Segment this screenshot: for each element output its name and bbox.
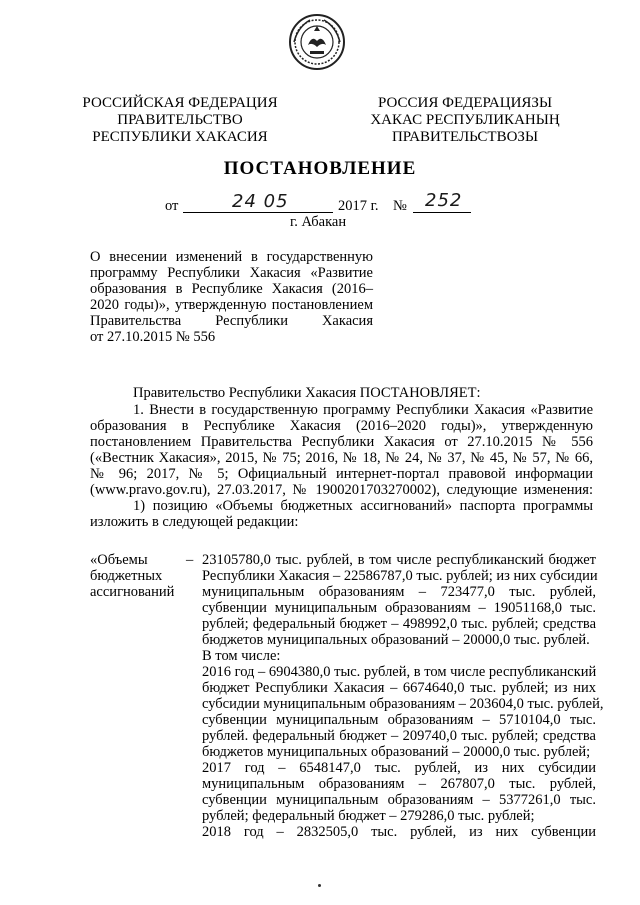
subject-line: Правительства Республики Хакасия xyxy=(90,313,373,329)
date-prefix: от xyxy=(165,198,179,214)
body-line: («Вестник Хакасия», 2015, № 75; 2016, № 18, № 24, № 37, № 45, № 57, № 66, xyxy=(90,450,593,466)
body-line: постановлением Правительства Республики Хакасия от 27.10.2015 № 556 xyxy=(90,434,593,450)
table-value-line: бюджетов муниципальных образований – 20000,0 тыс. рублей. xyxy=(202,632,590,648)
number-underline xyxy=(413,212,471,213)
body-line: (www.pravo.gov.ru), 27.03.2017, № 1900201703270002), следующие изменения: xyxy=(90,482,593,498)
body-line: 1) позицию «Объемы бюджетных ассигнований» паспорта программы xyxy=(133,498,593,514)
body-line: № 96; 2017, № 5; Официальный интернет-портал правовой информации xyxy=(90,466,593,482)
table-value-line: бюджет Республики Хакасия – 6674640,0 тыс. рублей; из них xyxy=(202,680,596,696)
subject-line: от 27.10.2015 № 556 xyxy=(90,329,216,345)
table-value-line: 2016 год – 6904380,0 тыс. рублей, в том числе республиканский xyxy=(202,664,597,680)
table-value-line: субвенции муниципальным образованиям – 5710104,0 тыс. xyxy=(202,712,596,728)
table-value-line: субвенции муниципальным образованиям – 5377261,0 тыс. xyxy=(202,792,596,808)
number-sign: № xyxy=(393,198,407,214)
table-label-line: ассигнований xyxy=(90,584,175,600)
body-line: образования в Республике Хакасия (2016–2020 годы)», утвержденную xyxy=(90,418,593,434)
subject-line: программу Республики Хакасия «Развитие xyxy=(90,265,373,281)
header-left-line: РЕСПУБЛИКИ ХАКАСИЯ xyxy=(92,129,268,145)
date-handwritten: 24 05 xyxy=(232,191,289,212)
table-label-line: «Объемы xyxy=(90,552,148,568)
number-handwritten: 252 xyxy=(425,190,463,211)
body-line: изложить в следующей редакции: xyxy=(90,514,299,530)
page-marker-dot xyxy=(318,884,321,887)
header-right-line: ХАКАС РЕСПУБЛИКАНЫҢ xyxy=(370,112,560,128)
table-value-line: 2017 год – 6548147,0 тыс. рублей, из них субсидии xyxy=(202,760,596,776)
table-value-line: Республики Хакасия – 22586787,0 тыс. рублей; из них субсидии xyxy=(202,568,598,584)
subject-line: образования в Республике Хакасия (2016– xyxy=(90,281,373,297)
table-value-line: рублей; федеральный бюджет – 498992,0 тыс. рублей; средства xyxy=(202,616,596,632)
date-underline xyxy=(183,212,333,213)
table-value-line: 2018 год – 2832505,0 тыс. рублей, из них субвенции xyxy=(202,824,596,840)
document-title: ПОСТАНОВЛЕНИЕ xyxy=(223,158,417,179)
table-value-line: субвенции муниципальным образованиям – 19051168,0 тыс. xyxy=(202,600,596,616)
coat-of-arms-emblem xyxy=(288,13,346,71)
table-value-line: бюджетов муниципальных образований – 20000,0 тыс. рублей; xyxy=(202,744,591,760)
body-line: Правительство Республики Хакасия ПОСТАНОВЛЯЕТ: xyxy=(133,385,481,401)
table-value-line: рублей. федеральный бюджет – 209740,0 тыс. рублей; средства xyxy=(202,728,596,744)
place: г. Абакан xyxy=(290,214,347,230)
header-left-line: РОССИЙСКАЯ ФЕДЕРАЦИЯ xyxy=(82,95,278,111)
table-dash: – xyxy=(186,552,194,568)
table-value-line: субсидии муниципальным образованиям – 203604,0 тыс. рублей, xyxy=(202,696,604,712)
subject-line: О внесении изменений в государственную xyxy=(90,249,373,265)
table-value-line: рублей; федеральный бюджет – 279286,0 тыс. рублей; xyxy=(202,808,535,824)
table-value-line: муниципальным образованиям – 267807,0 тыс. рублей, xyxy=(202,776,596,792)
header-left-line: ПРАВИТЕЛЬСТВО xyxy=(117,112,243,128)
table-value-line: муниципальным образованиям – 723477,0 тыс. рублей, xyxy=(202,584,596,600)
header-right-line: ПРАВИТЕЛЬСТВОЗЫ xyxy=(391,129,539,145)
table-value-line: 23105780,0 тыс. рублей, в том числе республиканский бюджет xyxy=(202,552,596,568)
header-right-line: РОССИЯ ФЕДЕРАЦИЯЗЫ xyxy=(377,95,553,111)
subject-line: 2020 годы)», утвержденную постановлением xyxy=(90,297,373,313)
date-year: 2017 г. xyxy=(338,198,379,214)
header-left xyxy=(80,95,280,146)
table-value-line: В том числе: xyxy=(202,648,281,664)
table-label-line: бюджетных xyxy=(90,568,163,584)
body-line: 1. Внести в государственную программу Республики Хакасия «Развитие xyxy=(133,402,593,418)
header-right xyxy=(360,95,570,146)
